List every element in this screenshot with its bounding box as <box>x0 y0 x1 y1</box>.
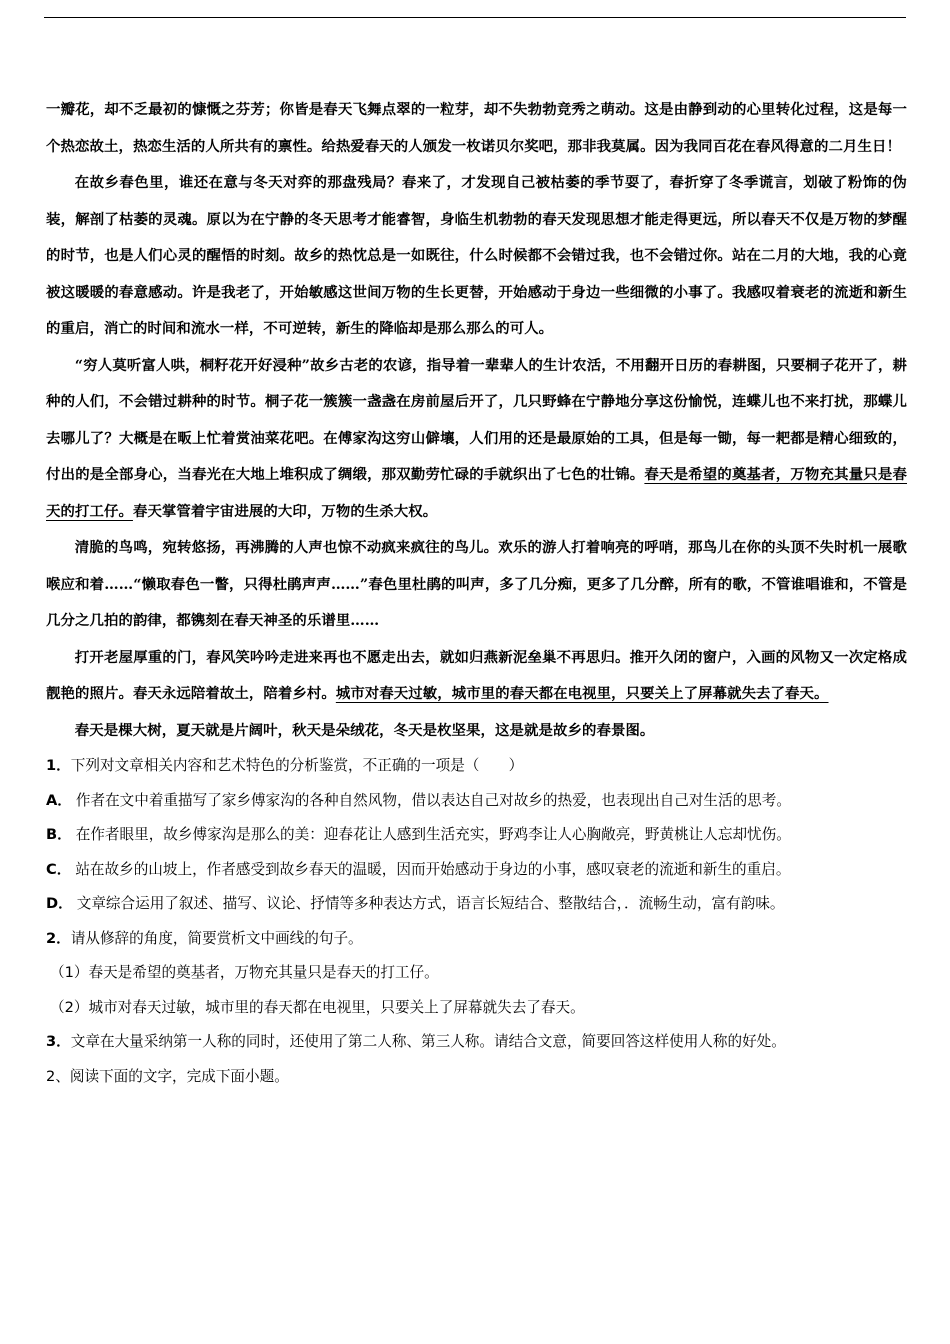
question-2-text: 请从修辞的角度，简要赏析文中画线的句子。 <box>70 929 363 947</box>
questions-block <box>46 749 907 1094</box>
passage-paragraph-3-text-b: 春天掌管着宇宙进展的大印，万物的生杀大权。 <box>132 502 438 520</box>
question-1-number: 1． <box>46 757 71 774</box>
question-1-option-d <box>46 887 907 922</box>
underlined-sentence-2: 城市对春天过敏，城市里的春天都在电视里，只要关上了屏幕就失去了春天。 <box>335 685 829 702</box>
question-2-sub-2: （2）城市对春天过敏，城市里的春天都在电视里，只要关上了屏幕就失去了春天。 <box>50 998 585 1016</box>
passage-and-questions <box>46 92 907 1094</box>
question-1 <box>46 749 907 784</box>
option-label: A． <box>46 791 72 809</box>
option-text: 在作者眼里，故乡傅家沟是那么的美：迎春花让人感到生活充实，野鸡李让人心胸敞亮，野黄桃让人忘却忧伤。 <box>75 826 791 843</box>
question-1-text: 下列对文章相关内容和艺术特色的分析鉴赏，不正确的一项是（ ） <box>70 757 524 774</box>
passage-paragraph-2: 在故乡春色里，谁还在意与冬天对弈的那盘残局？春来了，才发现自己被枯萎的季节耍了，春折穿了冬季谎言，划破了粉饰的伪装，解剖了枯萎的灵魂。原以为在宁静的冬天思考才能睿智，身临生机勃勃的春天发现思想才能走得更远，所以春天不仅是万物的梦醒的时节，也是人们心灵的醒悟的时刻。故乡的热忱总是一如既往，什么时候都不会错过我，也不会错过你。站在二月的大地，我的心竟被这暖暖的春意感动。许是我老了，开始敏感这世间万物的生长更替，开始感动于身边一些细微的小事了。我感叹着衰老的流逝和新生的重启，消亡的时间和流水一样，不可逆转，新生的降临却是那么那么的可人。 <box>46 174 907 337</box>
question-1-option-a <box>46 784 907 819</box>
question-3-text: 文章在大量采纳第一人称的同时，还使用了第二人称、第三人称。请结合文意，简要回答这样使用人称的好处。 <box>70 1033 786 1050</box>
question-1-option-b <box>46 818 907 853</box>
option-label: D． <box>46 895 73 912</box>
option-label: C． <box>46 860 72 878</box>
question-3-number: 3． <box>46 1033 71 1050</box>
option-text: 文章综合运用了叙述、描写、议论、抒情等多种表达方式，语言长短结合、整散结合，．流畅生动，富有韵味。 <box>76 895 785 912</box>
question-2-sub-1: （1）春天是希望的奠基者，万物充其量只是春天的打工仔。 <box>50 964 439 981</box>
underlined-sentence-1: 春天是希望的奠基者，万物充其量只是春天的打工仔。 <box>46 466 907 520</box>
option-text: 作者在文中着重描写了家乡傅家沟的各种自然风物，借以表达自己对故乡的热爱，也表现出自己对生活的思考。 <box>75 791 791 809</box>
option-label: B． <box>46 826 72 843</box>
next-section-heading: 2、阅读下面的文字，完成下面小题。 <box>46 1067 289 1085</box>
question-3 <box>46 1025 907 1060</box>
question-1-option-c <box>46 853 907 888</box>
passage-paragraph-6: 春天是棵大树，夏天就是片阔叶，秋天是朵绒花，冬天是枚坚果，这是就是故乡的春景图。 <box>74 721 655 739</box>
header-rule <box>44 17 906 18</box>
passage-paragraph-1: 一瓣花，却不乏最初的慷慨之芬芳；你皆是春天飞舞点翠的一粒芽，却不失勃勃竞秀之萌动。这是由静到动的心里转化过程，这是每一个热恋故土，热恋生活的人所共有的禀性。给热爱春天的人颁发一枚诺贝尔奖吧，那非我莫属。因为我同百花在春风得意的二月生日！ <box>46 101 907 155</box>
option-text: 站在故乡的山坡上，作者感受到故乡春天的温暖，因而开始感动于身边的小事，感叹衰老的流逝和新生的重启。 <box>75 860 791 878</box>
passage-paragraph-3 <box>46 348 907 531</box>
passage-paragraph-4: 清脆的鸟鸣，宛转悠扬，再沸腾的人声也惊不动疯来疯往的鸟儿。欢乐的游人打着响亮的呼哨，那鸟儿在你的头顶不失时机一展歌喉应和着……“懒取春色一瞥，只得杜鹃声声……”春色里杜鹃的叫声，多了几分痴，更多了几分醉，所有的歌，不管谁唱谁和，不管是几分之几拍的韵律，都镌刻在春天神圣的乐谱里…… <box>46 539 907 629</box>
passage-paragraph-5 <box>46 640 907 713</box>
passage-paragraph-5-text-a: 打开老屋厚重的门，春风笑吟吟走进来再也不愿走出去，就如归燕新泥垒巢不再思归。推开久闭的窗户，入画的风物又一次定格成靓艳的照片。春天永远陪着故土，陪着乡村。 <box>46 648 907 702</box>
question-2 <box>46 922 907 957</box>
question-2-number: 2． <box>46 929 71 947</box>
passage-paragraph-3-text-a: “穷人莫听富人哄，桐籽花开好浸种”故乡古老的农谚，指导着一辈辈人的生计农活，不用翻开日历的春耕图，只要桐子花开了，耕种的人们，不会错过耕种的时节。桐子花一簇簇一盏盏在房前屋后开了，几只野蜂在宁静地分享这份愉悦，连蝶儿也不来打扰，那蝶儿去哪儿了？大概是在畈上忙着赏油菜花吧。在傅家沟这穷山僻壤，人们用的还是最原始的工具，但是每一锄，每一耙都是精心细致的，付出的是全部身心，当春光在大地上堆积成了绸缎，那双勤劳忙碌的手就织出了七色的壮锦。 <box>46 356 907 483</box>
